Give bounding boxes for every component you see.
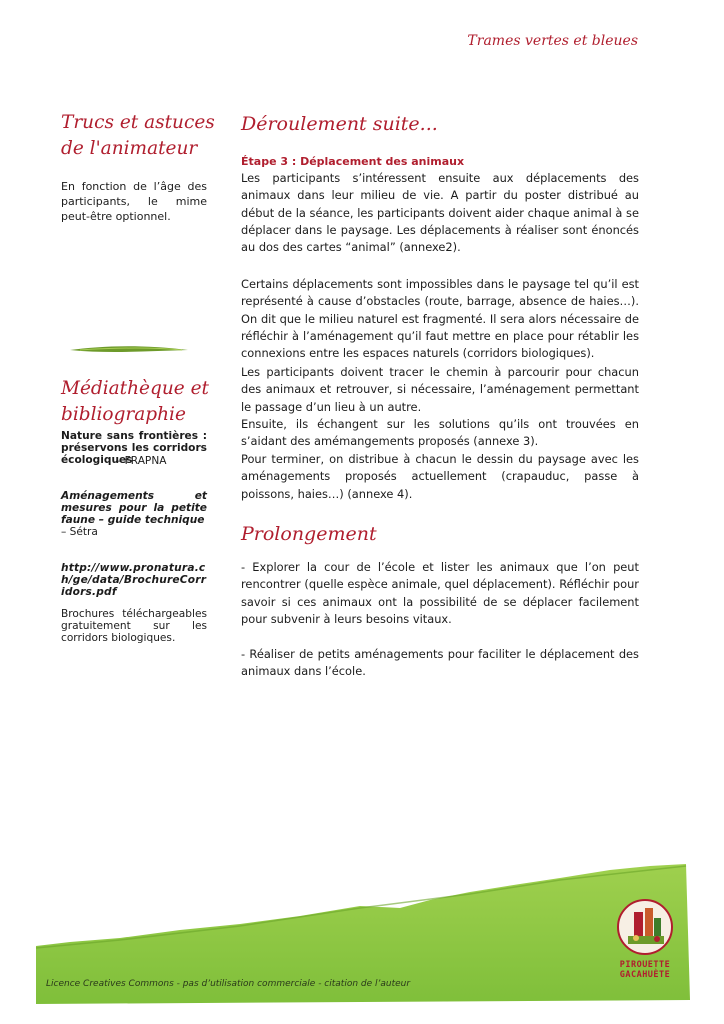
tips-heading-line1: Trucs et astuces xyxy=(61,112,215,133)
media-heading-line1: Médiathèque et xyxy=(61,378,209,399)
tips-heading xyxy=(61,110,215,162)
bib-item-3 xyxy=(61,562,207,598)
bib-item-1-author: – FRAPNA xyxy=(116,455,167,467)
bib-item-3-desc: Brochures téléchargeables gratuitement sur les corridors biologiques. xyxy=(61,608,207,644)
prolongement-heading: Prolongement xyxy=(241,523,377,545)
tips-heading-line2: de l'animateur xyxy=(61,138,198,159)
paragraph-3: Les participants doivent tracer le chemin à parcourir pour chacun des animaux et retrouver, si nécessaire, l’aménagement permettant le passage d’un lieu à un autre. xyxy=(241,365,639,414)
license-text: Licence Creatives Commons - pas d’utilisation commerciale - citation de l’auteur xyxy=(46,979,411,989)
grass-blade-divider xyxy=(70,342,188,358)
bib-item-2-author: – Sétra xyxy=(61,526,98,538)
paragraph-2: Certains déplacements sont impossibles dans le paysage tel qu’il est représenté à cause d’obstacles (route, barrage, absence de haies…). On dit que le milieu naturel est fragmenté. Il sera alors nécessaire de réfléchir à l’aménagement qu’il faut mettre en place pour rétablir les connexions entre les espaces naturels (corridors biologiques). xyxy=(241,277,639,361)
logo-circle xyxy=(616,898,674,956)
logo-text-line2: GACAHUÈTE xyxy=(619,970,671,980)
bib-item-1-title: Nature sans frontières : préservons les corridors écologiques xyxy=(61,430,207,466)
step-title: Étape 3 : Déplacement des animaux xyxy=(241,155,465,168)
media-heading-line2: bibliographie xyxy=(61,404,186,425)
header-title: Trames vertes et bleues xyxy=(467,33,638,49)
paragraph-5: Pour terminer, on distribue à chacun le dessin du paysage avec les aménagements proposés actuellement (crapauduc, passe à poissons, haies…) (annexe 4). xyxy=(241,452,639,501)
paragraph-4: Ensuite, ils échangent sur les solutions qu’ils ont trouvées en s’aidant des amémangements proposés (annexe 3). xyxy=(241,417,639,449)
paragraph-1: Les participants s’intéressent ensuite aux déplacements des animaux dans leur milieu de vie. A partir du poster distribué au début de la séance, les participants doivent aider chaque animal à se déplacer dans le paysage. Les déplacements à réaliser sont énoncés au dos des cartes “animal” (annexe2). xyxy=(241,171,639,255)
bib-item-3-link[interactable]: http://www.pronatura.ch/ge/data/BrochureCorridors.pdf xyxy=(61,562,207,598)
logo-text-line1: PIROUETTE xyxy=(619,960,671,970)
bib-item-2 xyxy=(61,490,207,526)
prolongement-item-1: - Explorer la cour de l’école et lister les animaux que l’on peut rencontrer (quelle espèce animale, quel déplacement). Réfléchir pour savoir si ces animaux ont la possibilité de se déplacer facilement pour subvenir à leurs besoins vitaux. xyxy=(241,560,639,626)
bib-item-2-title: Aménagements et mesures pour la petite faune – guide technique xyxy=(61,490,207,526)
prolongement-item-2: - Réaliser de petits aménagements pour faciliter le déplacement des animaux dans l’école. xyxy=(241,647,639,679)
media-heading xyxy=(61,376,209,428)
main-heading: Déroulement suite... xyxy=(241,113,438,135)
tips-text: En fonction de l’âge des participants, le mime peut-être optionnel. xyxy=(61,180,207,223)
